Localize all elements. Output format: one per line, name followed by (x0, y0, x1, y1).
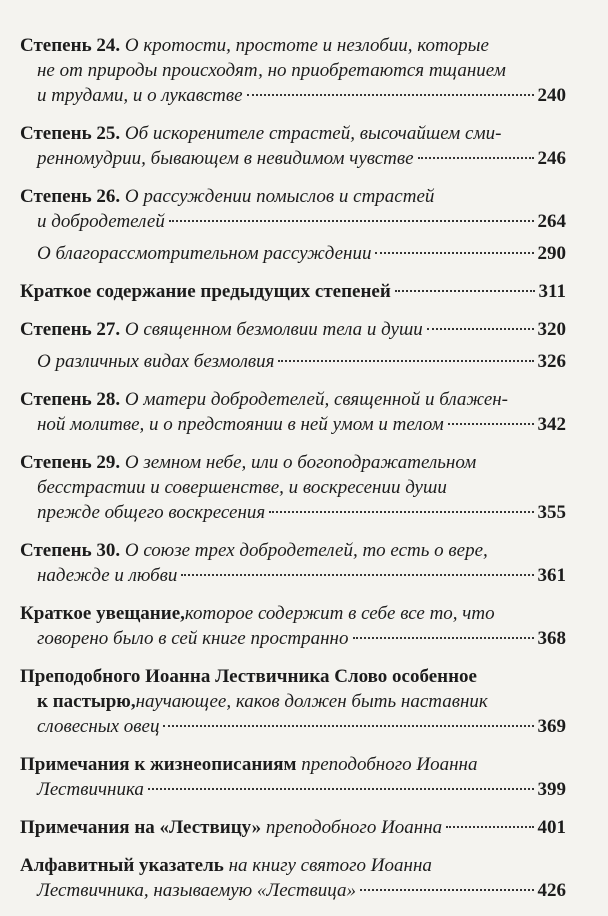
dot-leader (353, 637, 534, 639)
page-number: 369 (537, 716, 566, 737)
entry-text: О земном небе, или о богоподражательном (124, 452, 477, 473)
page-number: 361 (537, 565, 566, 586)
entry-text: преподобного Иоанна (301, 754, 478, 775)
entry-text: Лествичника, называемую «Лествица» (37, 880, 357, 901)
entry-heading: Примечания на «Лествицу» (20, 817, 262, 838)
entry-heading: Краткое увещание, (20, 603, 185, 624)
toc-line (20, 777, 566, 802)
toc-line (20, 387, 566, 412)
entry-text: Об искоренителе страстей, высочайшем сми- (124, 123, 502, 144)
page-number: 320 (537, 319, 566, 340)
entry-text: Лествичника (37, 779, 144, 800)
dot-leader (395, 290, 535, 292)
page-number: 342 (537, 414, 566, 435)
dot-leader (163, 725, 533, 727)
page-number: 399 (537, 779, 566, 800)
dot-leader (446, 826, 533, 828)
entry-heading: Алфавитный указатель (20, 855, 224, 876)
toc-entry-step-26 (20, 184, 566, 234)
toc-entry-step-25 (20, 121, 566, 171)
page-number: 326 (537, 351, 566, 372)
entry-heading: Степень 28. (20, 389, 121, 410)
page-number: 426 (537, 880, 566, 901)
toc-entry-step-30 (20, 538, 566, 588)
entry-text: и трудами, и о лукавстве (37, 85, 243, 106)
entry-heading: Степень 30. (20, 540, 121, 561)
entry-text: преподобного Иоанна (265, 817, 443, 838)
dot-leader (181, 574, 533, 576)
entry-text: на книгу святого Иоанна (228, 855, 432, 876)
toc-entry-notes-ladder (20, 815, 566, 840)
entry-text: ной молитве, и о предстоянии в ней умом и телом (37, 414, 444, 435)
entry-text: О различных видах безмолвия (37, 351, 275, 372)
toc-line (20, 475, 566, 500)
toc-entry-step-24 (20, 33, 566, 108)
toc-subentry-stillness (20, 349, 566, 374)
toc-line (20, 714, 566, 739)
dot-leader (418, 157, 534, 159)
entry-heading: к пастырю, (37, 691, 136, 712)
toc-line (20, 121, 566, 146)
entry-heading: Степень 24. (20, 35, 121, 56)
toc-line (20, 500, 566, 525)
entry-text: О кротости, простоте и незлобии, которые (124, 35, 489, 56)
toc-line (20, 349, 566, 374)
dot-leader (169, 220, 534, 222)
entry-heading: Преподобного Иоанна Лествичника Слово особенное (20, 666, 477, 687)
toc-entry-exhortation (20, 601, 566, 651)
dot-leader (448, 423, 534, 425)
entry-text: О благорассмотрительном рассуждении (37, 243, 372, 264)
entry-text: которое содержит в себе все то, что (184, 603, 495, 624)
toc-line (20, 83, 566, 108)
page-number: 264 (537, 211, 566, 232)
entry-text: О священном безмолвии тела и души (124, 319, 423, 340)
entry-heading: Примечания к жизнеописаниям (20, 754, 297, 775)
entry-text: и добродетелей (37, 211, 165, 232)
toc-line (20, 815, 566, 840)
toc-entry-word-to-shepherd (20, 664, 566, 739)
entry-text: словесных овец (37, 716, 160, 737)
dot-leader (269, 511, 533, 513)
toc-line (20, 209, 566, 234)
toc-line (20, 241, 566, 266)
toc-line (20, 853, 566, 878)
toc-line (20, 184, 566, 209)
entry-text: ренномудрии, бывающем в невидимом чувстве (37, 148, 414, 169)
entry-text: не от природы происходят, но приобретаются тщанием (37, 60, 506, 81)
toc-line (20, 878, 566, 903)
entry-text: О рассуждении помыслов и страстей (124, 186, 435, 207)
toc-line (20, 279, 566, 304)
entry-text: прежде общего воскресения (37, 502, 266, 523)
toc-line (20, 33, 566, 58)
toc-entry-step-28 (20, 387, 566, 437)
dot-leader (375, 252, 533, 254)
entry-heading: Степень 29. (20, 452, 121, 473)
entry-text: О матери добродетелей, священной и блажен- (124, 389, 509, 410)
entry-text: О союзе трех добродетелей, то есть о вере, (124, 540, 488, 561)
dot-leader (148, 788, 534, 790)
toc-entry-step-29 (20, 450, 566, 525)
toc-line (20, 752, 566, 777)
page-number: 368 (537, 628, 566, 649)
entry-heading: Степень 26. (20, 186, 121, 207)
toc-line (20, 689, 566, 714)
toc-line (20, 450, 566, 475)
entry-text: бесстрастии и совершенстве, и воскресении души (37, 477, 447, 498)
page-number: 401 (537, 817, 566, 838)
toc-line (20, 664, 566, 689)
page-number: 240 (537, 85, 566, 106)
toc-line (20, 146, 566, 171)
toc-line (20, 317, 566, 342)
toc-line (20, 626, 566, 651)
toc-line (20, 412, 566, 437)
toc-entry-summary (20, 279, 566, 304)
toc-entry-notes-biographies (20, 752, 566, 802)
toc-entry-index (20, 853, 566, 903)
toc-line (20, 538, 566, 563)
toc-subentry-discernment (20, 241, 566, 266)
entry-text: надежде и любви (37, 565, 178, 586)
page-number: 290 (537, 243, 566, 264)
entry-heading: Степень 27. (20, 319, 121, 340)
dot-leader (278, 360, 533, 362)
dot-leader (427, 328, 534, 330)
toc-line (20, 601, 566, 626)
page-number: 311 (538, 281, 566, 302)
toc-line (20, 563, 566, 588)
entry-text: научающее, каков должен быть наставник (135, 691, 488, 712)
entry-heading: Степень 25. (20, 123, 121, 144)
table-of-contents (20, 33, 566, 916)
toc-entry-step-27 (20, 317, 566, 342)
entry-text: говорено было в сей книге пространно (37, 628, 349, 649)
page-number: 355 (537, 502, 566, 523)
entry-heading: Краткое содержание предыдущих степеней (20, 281, 391, 302)
toc-line (20, 58, 566, 83)
page-number: 246 (537, 148, 566, 169)
dot-leader (247, 94, 534, 96)
dot-leader (360, 889, 533, 891)
